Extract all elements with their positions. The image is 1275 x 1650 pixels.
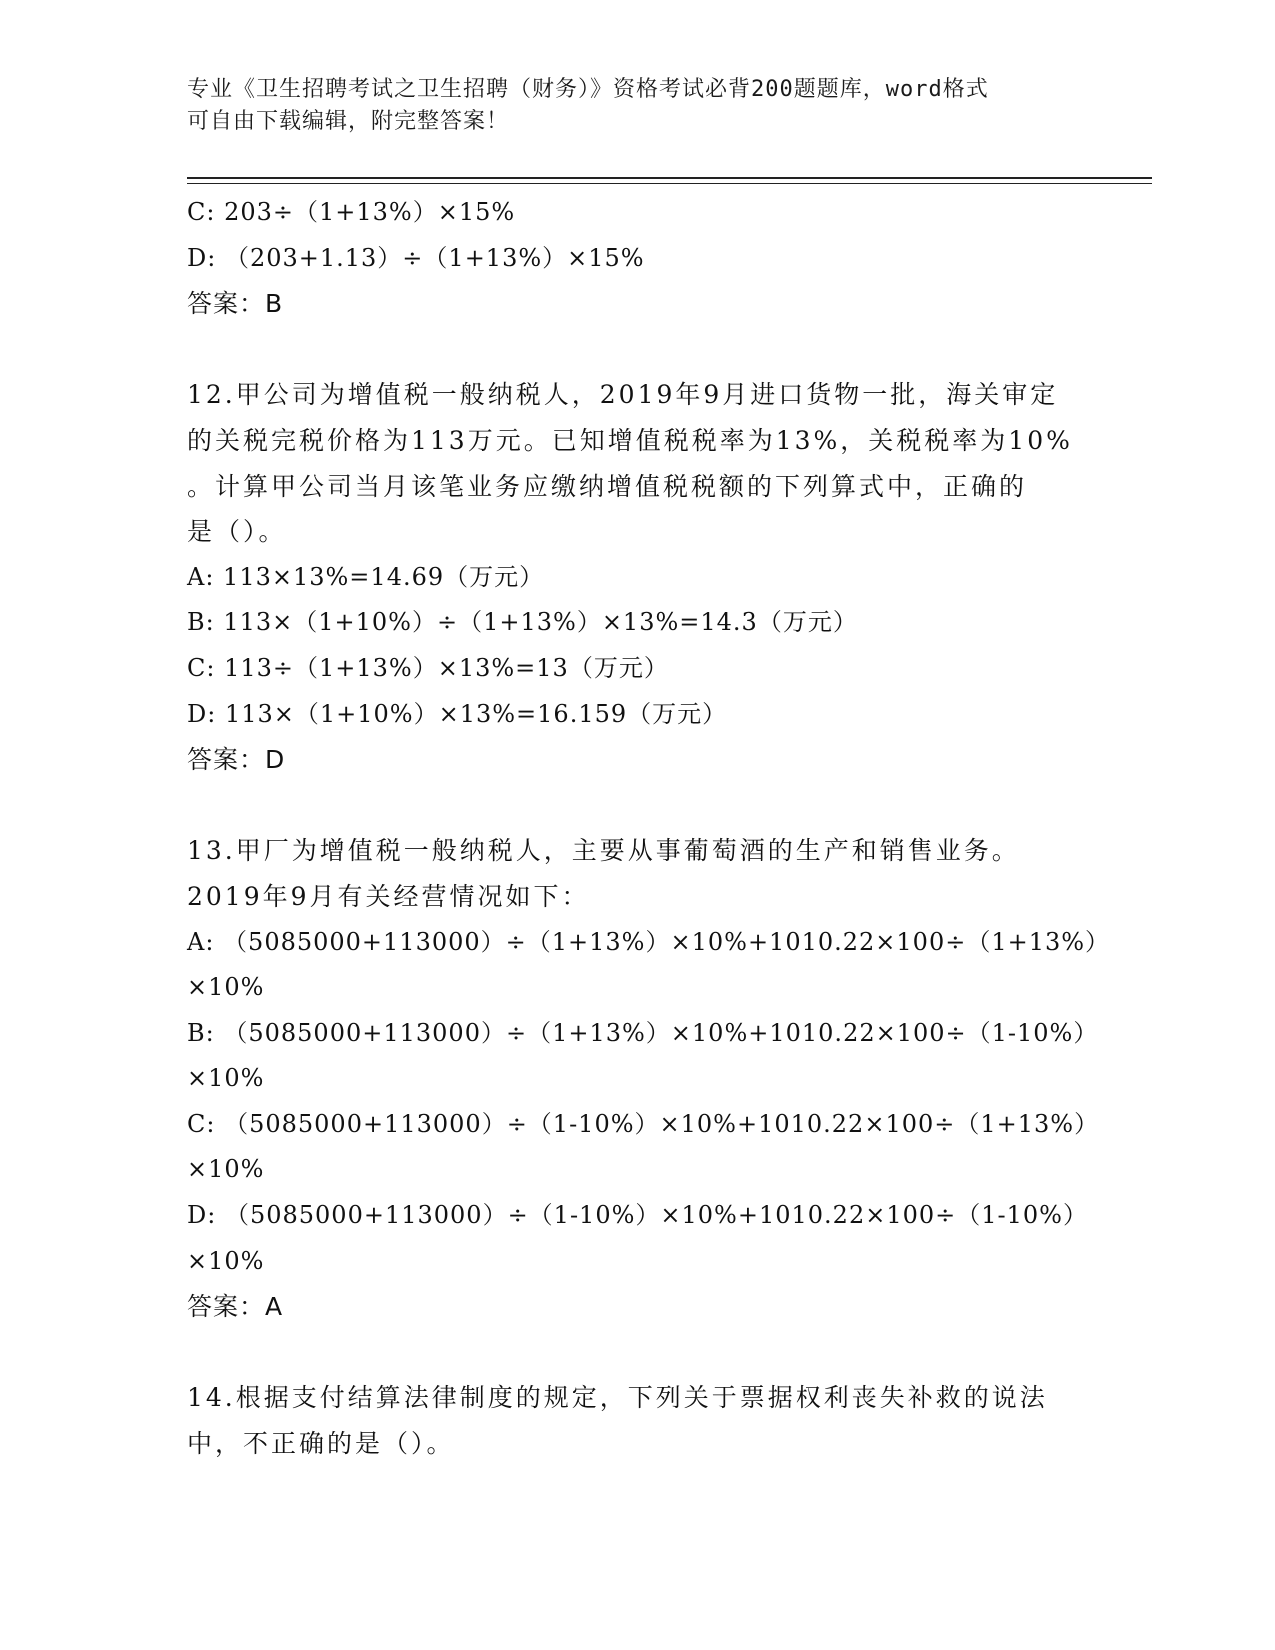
q13-stem-line-1: 13.甲厂为增值税一般纳税人，主要从事葡萄酒的生产和销售业务。	[187, 836, 1020, 866]
q13-answer: 答案：A	[187, 1292, 284, 1322]
q12-option-b: B: 113×（1+10%）÷（1+13%）×13%=14.3（万元）	[187, 608, 858, 637]
q12-stem-line-2: 的关税完税价格为113万元。已知增值税税率为13%，关税税率为10%	[187, 425, 1073, 455]
prev-answer: 答案：B	[187, 289, 284, 319]
header-line-1: 专业《卫生招聘考试之卫生招聘（财务）》资格考试必背200题题库，word格式	[187, 77, 989, 102]
q13-option-d-cont: ×10%	[187, 1246, 265, 1275]
q12-stem-line-3: 。计算甲公司当月该笔业务应缴纳增值税税额的下列算式中，正确的	[187, 471, 1028, 501]
header-divider-thick	[187, 177, 1152, 179]
question-content	[187, 190, 1111, 1467]
q13-option-d: D: （5085000+113000）÷（1-10%）×10%+1010.22×100÷（1-10%）	[187, 1201, 1088, 1230]
q14-stem-line-2: 中，不正确的是（）。	[187, 1429, 455, 1459]
q13-option-a: A: （5085000+113000）÷（1+13%）×10%+1010.22×100÷（1+13%）	[187, 927, 1111, 956]
q12-option-a: A: 113×13%=14.69（万元）	[187, 562, 545, 591]
spacer	[187, 327, 1087, 373]
q12-answer: 答案：D	[187, 745, 286, 775]
q12-stem-line-4: 是（）。	[187, 517, 287, 547]
q12-stem-line-1: 12.甲公司为增值税一般纳税人，2019年9月进口货物一批，海关审定	[187, 380, 1059, 410]
document-header	[187, 74, 1087, 138]
q13-option-c: C: （5085000+113000）÷（1-10%）×10%+1010.22×100÷（1+13%）	[187, 1109, 1100, 1138]
q13-option-b: B: （5085000+113000）÷（1+13%）×10%+1010.22×100÷（1-10%）	[187, 1018, 1099, 1047]
prev-option-d: D: （203+1.13）÷（1+13%）×15%	[187, 243, 645, 272]
q12-option-d: D: 113×（1+10%）×13%=16.159（万元）	[187, 699, 728, 728]
spacer	[187, 783, 1087, 829]
q13-option-b-cont: ×10%	[187, 1064, 265, 1093]
q13-option-a-cont: ×10%	[187, 973, 265, 1002]
prev-option-c: C: 203÷（1+13%）×15%	[187, 198, 516, 226]
q13-stem-line-2: 2019年9月有关经营情况如下：	[187, 881, 590, 911]
q12-option-c: C: 113÷（1+13%）×13%=13（万元）	[187, 653, 669, 682]
spacer	[187, 1330, 1087, 1376]
header-line-2: 可自由下载编辑，附完整答案！	[187, 109, 510, 134]
q13-option-c-cont: ×10%	[187, 1155, 265, 1184]
header-divider-thin	[187, 183, 1152, 184]
q14-stem-line-1: 14.根据支付结算法律制度的规定，下列关于票据权利丧失补救的说法	[187, 1383, 1048, 1413]
